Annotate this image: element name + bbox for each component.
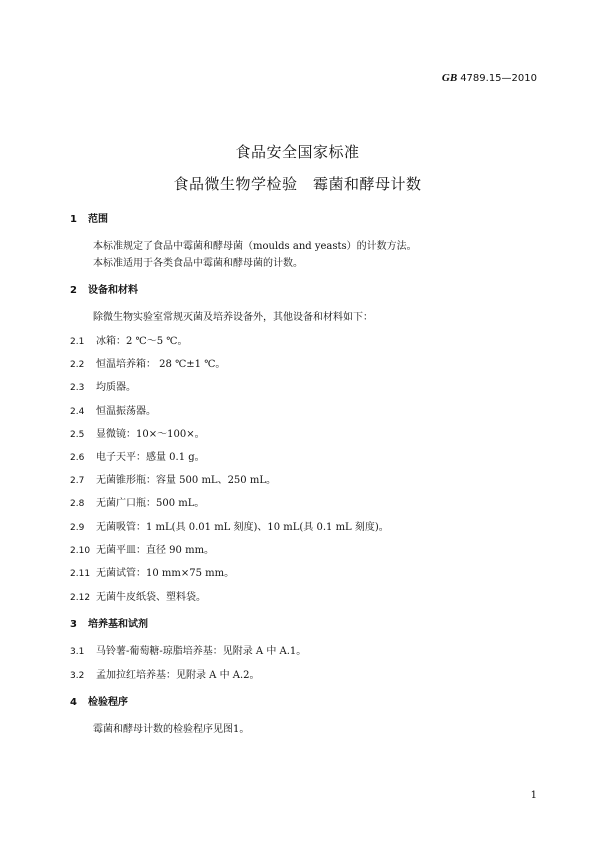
list-item [70,448,205,463]
item-text: 电子天平：感量 0.1 g。 [96,452,205,463]
section-number: 1 [70,214,77,225]
list-item [70,332,187,347]
item-text: 无菌吸管：1 mL(具 0.01 mL 刻度)、10 mL(具 0.1 mL 刻度)。 [96,522,389,533]
item-text: 均质器。 [96,382,136,393]
standard-code-number: 4789.15—2010 [460,73,537,84]
item-number: 2.8 [70,499,85,509]
item-text: 显微镜：10×～100×。 [96,429,205,440]
list-item [70,425,205,440]
document-title-line2: 食品微生物学检验 霉菌和酵母计数 [173,175,422,193]
section-4-heading [70,693,128,708]
list-item [70,494,204,509]
section-1-paragraph-1: 本标准规定了食品中霉菌和酵母菌（moulds and yeasts）的计数方法。 [93,241,417,252]
section-number: 2 [70,285,77,296]
item-number: 2.2 [70,360,85,370]
section-title: 培养基和试剂 [88,619,148,630]
item-text: 恒温振荡器。 [96,406,156,417]
section-2-heading [70,281,138,296]
item-number: 2.3 [70,383,85,393]
item-number: 2.12 [70,593,91,603]
section-title: 范围 [88,214,108,225]
list-item [70,518,389,533]
item-number: 2.5 [70,430,85,440]
list-item [70,541,214,556]
document-title-line1: 食品安全国家标准 [235,143,360,161]
section-3-heading [70,615,148,630]
list-item [70,378,136,393]
item-text: 冰箱：2 ℃～5 ℃。 [96,336,188,347]
item-number: 3.1 [70,647,85,657]
item-number: 2.1 [70,337,85,347]
item-number: 2.4 [70,407,85,417]
standard-code [442,72,537,84]
item-text: 恒温培养箱： 28 ℃±1 ℃。 [96,359,226,370]
standard-code-prefix: GB [441,72,458,84]
section-4-paragraph: 霉菌和酵母计数的检验程序见图1。 [93,724,250,735]
item-number: 2.7 [70,476,85,486]
item-text: 无菌平皿：直径 90 mm。 [96,545,215,556]
section-number: 4 [70,697,77,708]
item-text: 马铃薯-葡萄糖-琼脂培养基：见附录 A 中 A.1。 [96,646,307,657]
list-item [70,402,156,417]
item-number: 2.9 [70,523,85,533]
list-item [70,666,260,681]
item-number: 3.2 [70,671,85,681]
item-number: 2.11 [70,569,91,579]
section-number: 3 [70,619,77,630]
section-title: 检验程序 [88,697,128,708]
item-text: 无菌广口瓶：500 mL。 [96,498,205,509]
section-title: 设备和材料 [88,285,138,296]
section-1-paragraph-2: 本标准适用于各类食品中霉菌和酵母菌的计数。 [93,258,303,269]
list-item [70,588,206,603]
item-number: 2.10 [70,546,91,556]
page-number: 1 [530,790,537,801]
item-text: 无菌试管：10 mm×75 mm。 [96,568,235,579]
item-text: 无菌牛皮纸袋、塑料袋。 [96,592,206,603]
list-item [70,355,225,370]
item-text: 孟加拉红培养基：见附录 A 中 A.2。 [96,670,260,681]
section-2-intro: 除微生物实验室常规灭菌及培养设备外，其他设备和材料如下： [93,312,373,323]
section-1-heading [70,210,108,225]
list-item [70,642,306,657]
list-item [70,564,234,579]
item-number: 2.6 [70,453,85,463]
list-item [70,471,276,486]
item-text: 无菌锥形瓶：容量 500 mL、250 mL。 [96,475,276,486]
